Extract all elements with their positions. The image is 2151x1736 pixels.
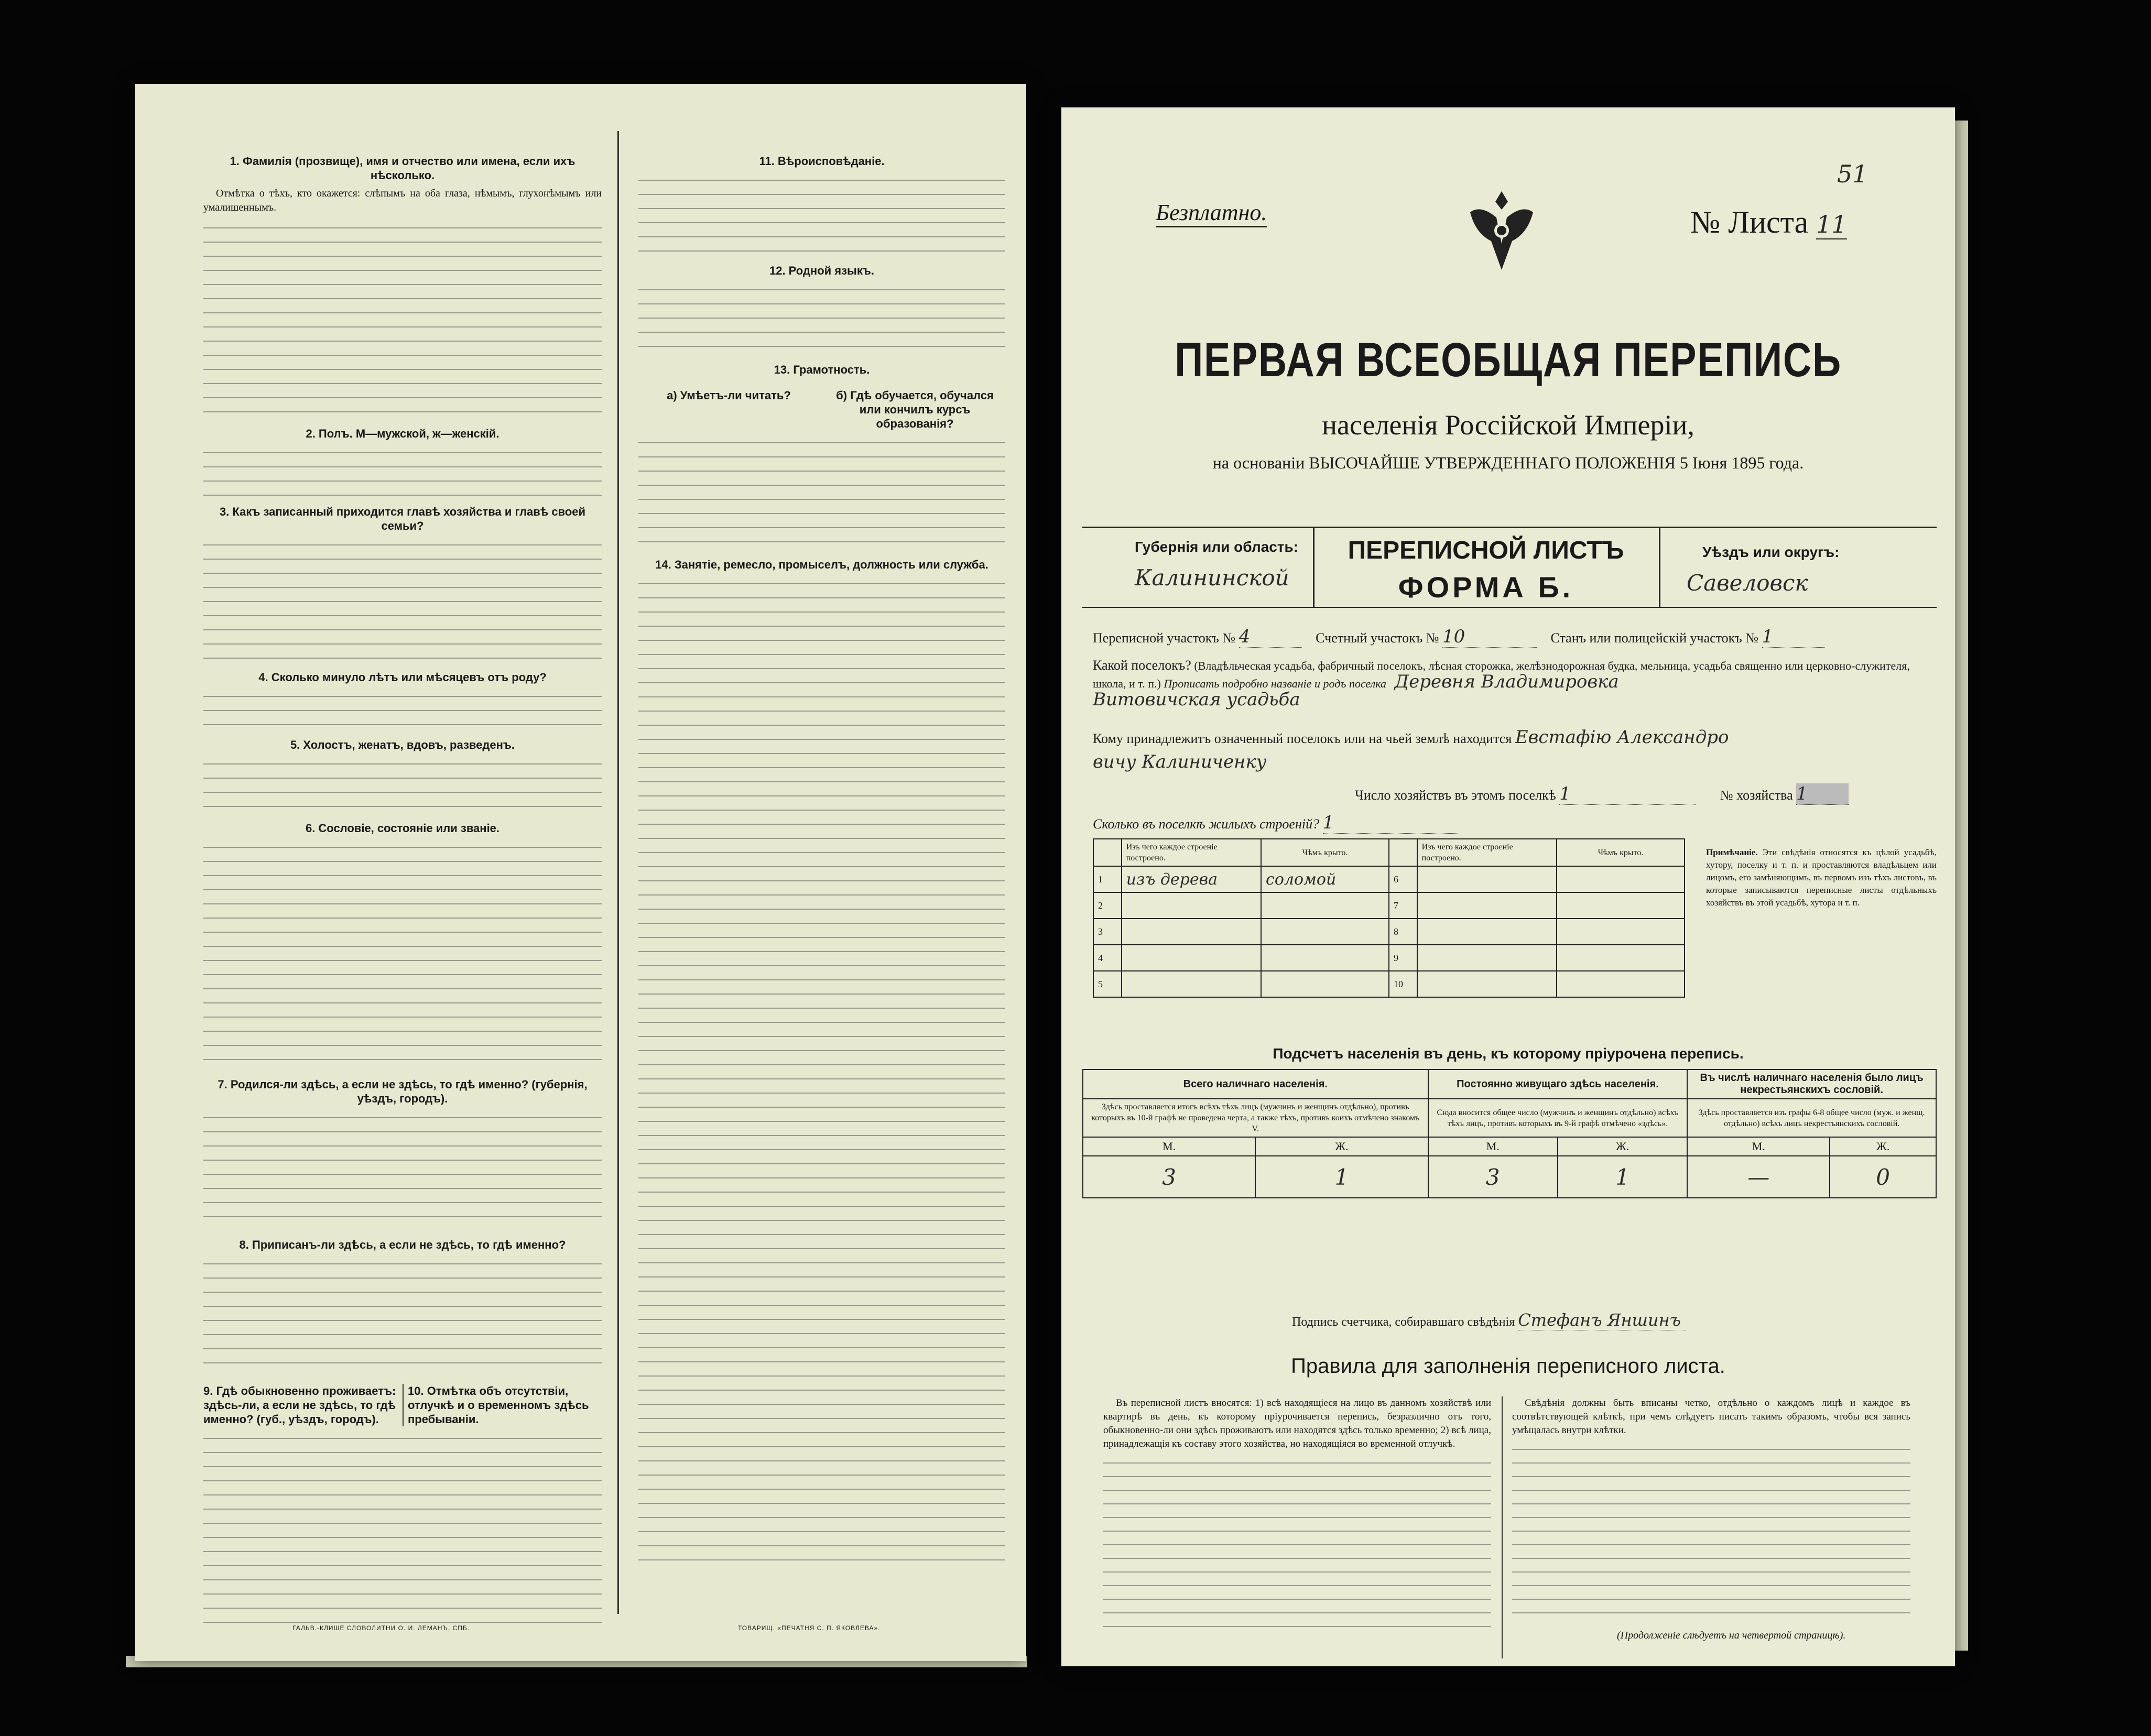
permanent-m: 3 <box>1428 1156 1558 1198</box>
col-zh: Ж. <box>1558 1137 1687 1156</box>
heading-13: 13. Грамотность. <box>774 363 870 376</box>
body-text-block <box>203 220 602 419</box>
buildings-table: Изъ чего каждое строеніе построено. Чѣмъ крыто. Изъ чего каждое строеніе построено. Чѣмъ крыто. 1 изъ дерева соломой 6 2 7 3 8 4 9 5 10 <box>1093 838 1685 998</box>
rules-title: Правила для заполненія переписного листа. <box>1291 1355 1725 1378</box>
td-permanent-desc: Сюда вносится общее число (мужчинъ и женщинъ отдѣльно) всѣхъ тѣхъ лицъ, противъ которыхъ въ 9-й графѣ отмѣчено «здѣсь». <box>1428 1099 1688 1137</box>
body-text-block <box>203 1431 602 1630</box>
signature-value: Стефанъ Яншинъ <box>1518 1310 1686 1330</box>
heading-13b: б) Гдѣ обучается, обучался или кончилъ курсъ образованія? <box>836 389 994 430</box>
heading-4: 4. Сколько минуло лѣтъ или мѣсяцевъ отъ роду? <box>258 671 547 684</box>
population-table <box>1082 1069 1937 1198</box>
body-text-block <box>1103 1455 1491 1628</box>
body-text-block <box>203 445 602 497</box>
buildings-col-roof: Чѣмъ крыто. <box>1261 839 1389 866</box>
household-no-value: 1 <box>1796 783 1849 805</box>
rules-left-column <box>1103 1396 1491 1628</box>
coat-of-arms-icon <box>1460 181 1544 275</box>
census-title: ПЕРВАЯ ВСЕОБЩАЯ ПЕРЕПИСЬ <box>1175 333 1842 387</box>
owner-value-2: вичу Калиниченку <box>1093 751 1267 772</box>
owner-value-1: Евстафію Александро <box>1515 727 1729 748</box>
td-total-desc: Здѣсь проставляется итогъ всѣхъ тѣхъ лицъ (мужчинъ и женщинъ отдѣльно), противъ которыхъ въ 10-й графѣ не проведена черта, а также тѣхъ, противъ коихъ отмѣчено знакомъ V. <box>1083 1099 1428 1137</box>
td-nonpeasant-desc: Здѣсь проставляется изъ графы 6-8 общее число (муж. и женщ. отдѣльно) всѣхъ лицъ некрестьянскихъ сословій. <box>1687 1099 1936 1137</box>
body-text-block <box>638 435 1005 550</box>
buildings-label: Сколько въ поселкѣ жилыхъ строеній? <box>1093 816 1320 832</box>
rules-right-text: Свѣдѣнія должны быть вписаны четко, отдѣльно о каждомъ лицѣ и каждое въ соотвѣтствующей клѣткѣ, при чемъ слѣдуетъ писать такимъ образомъ, чтобы вся запись умѣщалась внутри клѣтки. <box>1512 1397 1910 1436</box>
sheet-number-label: № Листа <box>1690 205 1809 239</box>
buildings-note <box>1706 846 1937 909</box>
body-text-block <box>1512 1442 1910 1620</box>
owner-row <box>1093 726 1942 775</box>
body-text-block <box>203 839 602 1070</box>
county-label: Уѣздъ или округъ: <box>1702 544 1840 560</box>
body-text-block <box>203 689 602 730</box>
heading-3: 3. Какъ записанный приходится главѣ хозяйства и главѣ своей семьи? <box>219 505 586 532</box>
th-permanent: Постоянно живущаго здѣсь населенія. <box>1428 1069 1688 1099</box>
settlement-value-1: Деревня Владимировка <box>1394 671 1619 692</box>
printer-credit-left: ГАЛЬВ.-КЛИШЕ СЛОВОЛИТНИ О. И. ЛЕМАНЪ, СПБ. <box>292 1624 470 1632</box>
owner-label: Кому принадлежитъ означенный поселокъ или на чьей землѣ находится <box>1093 731 1512 746</box>
body-text-block <box>638 282 1005 355</box>
building-1-roof: соломой <box>1261 866 1389 892</box>
total-zh: 1 <box>1255 1156 1428 1198</box>
instructions-column-1 <box>203 147 602 1630</box>
census-subtitle-2: на основаніи ВЫСОЧАЙШЕ УТВЕРЖДЕННАГО ПОЛОЖЕНІЯ 5 Іюня 1895 года. <box>1212 453 1804 472</box>
heading-11: 11. Вѣроисповѣданіе. <box>759 155 885 168</box>
buildings-col-material: Изъ чего каждое строеніе построено. <box>1122 839 1261 866</box>
province-value: Калининской <box>1135 565 1289 591</box>
heading-14: 14. Занятіе, ремесло, промыселъ, должность или служба. <box>655 558 988 571</box>
sheet-number-value: 11 <box>1816 210 1847 238</box>
note-text: Отмѣтка о тѣхъ, кто окажется: слѣпымъ на оба глаза, нѣмымъ, глухонѣмымъ или умалишеннымъ. <box>203 188 602 213</box>
county-value: Савеловск <box>1687 570 1808 596</box>
rules-divider <box>1502 1396 1503 1658</box>
left-page <box>135 84 1026 1661</box>
heading-12: 12. Родной языкъ. <box>769 264 875 277</box>
permanent-zh: 1 <box>1558 1156 1687 1198</box>
heading-5: 5. Холостъ, женатъ, вдовъ, разведенъ. <box>290 738 515 751</box>
province-label: Губернія или область: <box>1135 539 1299 555</box>
col-m: М. <box>1428 1137 1558 1156</box>
th-total: Всего наличнаго населенія. <box>1083 1069 1428 1099</box>
heading-10: 10. Отмѣтка объ отсутствіи, отлучкѣ и о временномъ здѣсь пребываніи. <box>403 1384 602 1426</box>
col-zh: Ж. <box>1830 1137 1936 1156</box>
instructions-column-2 <box>638 147 1005 1571</box>
census-subtitle: населенія Россійской Имперіи, <box>1322 409 1694 441</box>
heading-8: 8. Приписанъ-ли здѣсь, а если не здѣсь, то гдѣ именно? <box>239 1238 566 1251</box>
col-zh: Ж. <box>1255 1137 1428 1156</box>
settlement-value-2: Витовичская усадьба <box>1093 689 1300 710</box>
body-text-block <box>638 172 1005 256</box>
settlement-hint-2: Прописать подробно названіе и родъ поселка <box>1164 677 1387 690</box>
buildings-value: 1 <box>1323 812 1459 834</box>
form-subtitle: ФОРМА Б. <box>1398 571 1574 604</box>
settlement-hint: (Владѣльческая усадьба, фабричный поселокъ, лѣсная сторожка, желѣзнодорожная будка, мельница, усадьба священно или церковно-служителя, школа, и т. п.) <box>1093 659 1910 690</box>
stan-label: Станъ или полицейскій участокъ № <box>1550 630 1759 646</box>
heading-1: 1. Фамилія (прозвище), имя и отчество или имена, если ихъ нѣсколько. <box>230 155 575 182</box>
buildings-col-roof-2: Чѣмъ крыто. <box>1557 839 1685 866</box>
buildings-row <box>1093 812 1459 834</box>
heading-2: 2. Полъ. М—мужской, ж—женскій. <box>306 427 499 440</box>
nonpeasant-zh: 0 <box>1830 1156 1936 1198</box>
note-title: Примѣчаніе. <box>1706 847 1758 857</box>
body-text-block <box>638 576 1005 1571</box>
household-no-label: № хозяйства <box>1720 788 1793 803</box>
body-text-block <box>203 756 602 814</box>
body-text-block <box>203 1110 602 1230</box>
building-1-material: изъ дерева <box>1122 866 1261 892</box>
count-heading: Подсчетъ населенія въ день, къ которому пріурочена перепись. <box>1273 1045 1744 1062</box>
archive-page-number: 51 <box>1837 160 1868 188</box>
col-m: М. <box>1083 1137 1255 1156</box>
form-title: ПЕРЕПИСНОЙ ЛИСТЪ <box>1348 537 1624 564</box>
households-label: Число хозяйствъ въ этомъ поселкѣ <box>1355 788 1556 803</box>
heading-13a: а) Умѣетъ-ли читать? <box>667 389 791 402</box>
th-nonpeasant: Въ числѣ наличнаго населенія было лицъ некрестьянскихъ сословій. <box>1687 1069 1936 1099</box>
heading-9: 9. Гдѣ обыкновенно проживаетъ: здѣсь-ли, а если не здѣсь, то гдѣ именно? (губ., уѣздъ, городъ). <box>203 1384 396 1426</box>
signature-label: Подпись счетчика, собиравшаго свѣдѣнія <box>1292 1315 1515 1329</box>
body-text-block <box>203 537 602 663</box>
free-label: Безплатно. <box>1156 199 1267 227</box>
signature-row <box>1292 1310 1686 1330</box>
right-page <box>1061 107 1955 1666</box>
col-m: М. <box>1687 1137 1830 1156</box>
count-district-value: 10 <box>1442 626 1537 648</box>
header-box <box>1082 527 1937 608</box>
printer-credit-right: ТОВАРИЩ. «ПЕЧАТНЯ С. П. ЯКОВЛЕВА». <box>738 1624 881 1632</box>
buildings-col-material-2: Изъ чего каждое строеніе построено. <box>1417 839 1557 866</box>
nonpeasant-m: — <box>1687 1156 1830 1198</box>
note-text: Эти свѣдѣнія относятся къ цѣлой усадьбѣ, хутору, поселку и т. п. и проставляются владѣльцем или лицомъ, его замѣняющимъ, въ первомъ изъ тѣхъ листовъ, въ которые записываются переписные листы отдѣльныхъ хозяйствъ въ этой усадьбѣ, хутора и т. п. <box>1706 847 1937 908</box>
count-district-label: Счетный участокъ № <box>1316 630 1439 646</box>
heading-7: 7. Родился-ли здѣсь, а если не здѣсь, то гдѣ именно? (губернія, уѣздъ, городъ). <box>218 1078 588 1105</box>
households-value: 1 <box>1559 783 1696 805</box>
continued-note: (Продолженіе слѣдуетъ на четвертой страницѣ). <box>1617 1630 1846 1641</box>
stan-value: 1 <box>1762 626 1825 648</box>
heading-6: 6. Сословіе, состояніе или званіе. <box>305 822 500 835</box>
households-row <box>1355 783 1849 805</box>
column-divider <box>617 131 619 1614</box>
district-row <box>1093 626 1931 648</box>
district-label: Переписной участокъ № <box>1093 630 1236 646</box>
rules-left-text: Въ переписной листъ вносятся: 1) всѣ находящіеся на лицо въ данномъ хозяйствѣ или квартирѣ въ день, къ которому пріурочивается перепись, безразлично отъ того, обыкновенно-ли они здѣсь проживаютъ или находятся здѣсь только временно; 2) всѣ лица, принадлежащія къ составу этого хозяйства, но находящіяся во временной отлучкѣ. <box>1103 1397 1491 1449</box>
total-m: 3 <box>1083 1156 1255 1198</box>
settlement-row <box>1093 658 1942 709</box>
body-text-block <box>203 1256 602 1377</box>
settlement-label: Какой поселокъ? <box>1093 658 1191 673</box>
rules-right-column <box>1512 1396 1910 1620</box>
district-value: 4 <box>1239 626 1302 648</box>
